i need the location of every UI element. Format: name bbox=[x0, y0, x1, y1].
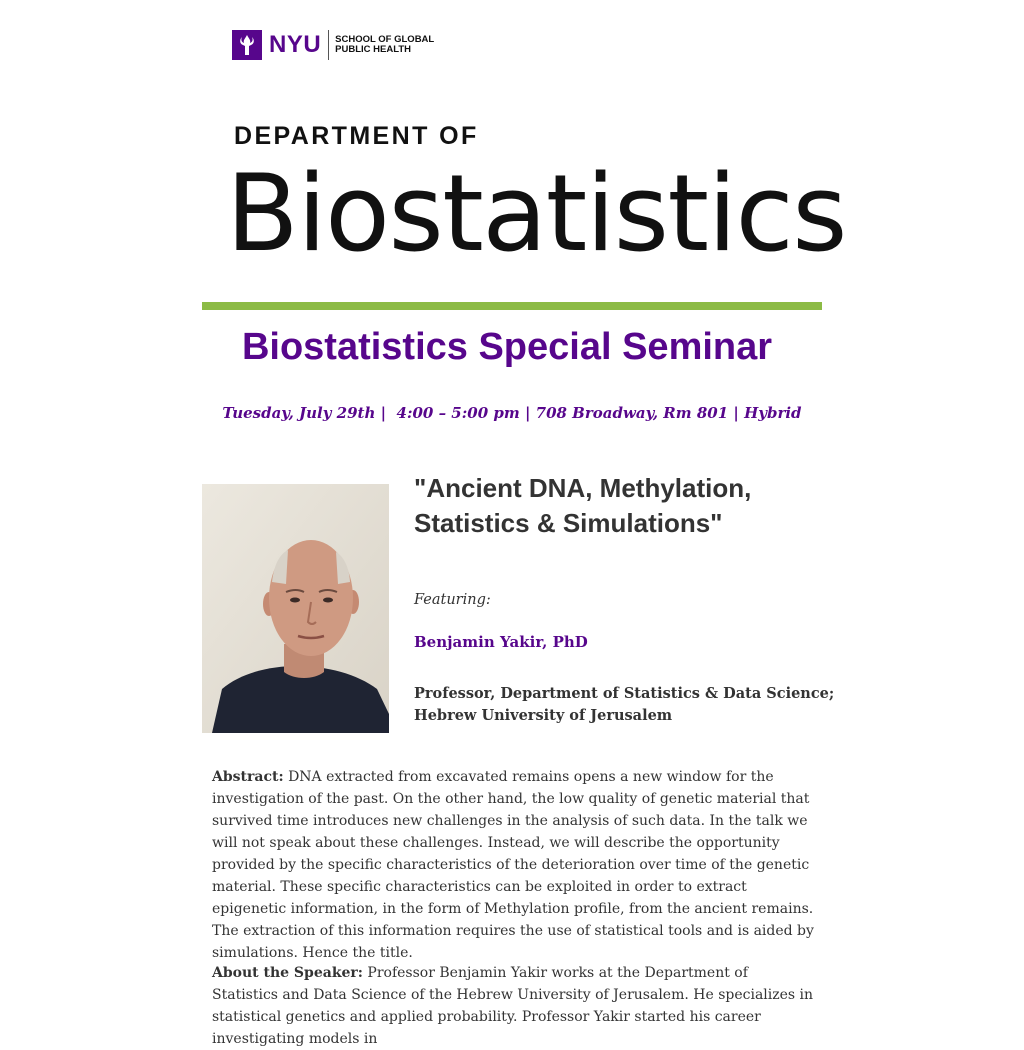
about-speaker-paragraph bbox=[212, 962, 818, 1050]
speaker-affiliation bbox=[414, 683, 844, 727]
abstract-text: DNA extracted from excavated remains opens a new window for the investigation of the past. On the other hand, the low quality of genetic material that survived time introduces new challenges in the analysis of such data. In the talk we will not speak about these challenges. Instead, we will describe the opportunity provided by the specific characteristics of the deterioration over time of the genetic material. These specific characteristics can be exploited in order to extract epigenetic information, in the form of Methylation profile, from the ancient remains. The extraction of this information requires the use of statistical tools and is aided by simulations. Hence the title. bbox=[212, 769, 814, 961]
logo-school-name: SCHOOL OF GLOBAL PUBLIC HEALTH bbox=[335, 34, 435, 55]
featuring-label: Featuring: bbox=[414, 592, 491, 608]
about-speaker-text: Professor Benjamin Yakir works at the Department of Statistics and Data Science of the Hebrew University of Jerusalem. He specializes in statistical genetics and applied probability. Professor Yakir started his career investigating models in bbox=[212, 965, 814, 1047]
affiliation-line-2: Hebrew University of Jerusalem bbox=[414, 707, 673, 724]
about-speaker-label: About the Speaker: bbox=[212, 965, 363, 981]
speaker-name: Benjamin Yakir, PhD bbox=[414, 633, 588, 651]
affiliation-line-1: Professor, Department of Statistics & Data Science; bbox=[414, 685, 835, 702]
logo-nyu-text: NYU bbox=[269, 31, 322, 58]
abstract-paragraph bbox=[212, 766, 818, 964]
department-prefix: DEPARTMENT OF bbox=[234, 122, 479, 150]
abstract-label: Abstract: bbox=[212, 769, 284, 785]
department-name: Biostatistics bbox=[226, 152, 847, 275]
nyu-torch-icon bbox=[232, 30, 262, 60]
event-details: Tuesday, July 29th | 4:00 – 5:00 pm | 708 Broadway, Rm 801 | Hybrid bbox=[222, 404, 802, 422]
seminar-title: Biostatistics Special Seminar bbox=[241, 326, 773, 368]
green-divider bbox=[202, 302, 822, 310]
logo-divider bbox=[328, 30, 329, 60]
speaker-photo bbox=[202, 484, 389, 733]
talk-title: "Ancient DNA, Methylation, Statistics & Simulations" bbox=[414, 473, 752, 538]
nyu-logo bbox=[232, 30, 434, 60]
